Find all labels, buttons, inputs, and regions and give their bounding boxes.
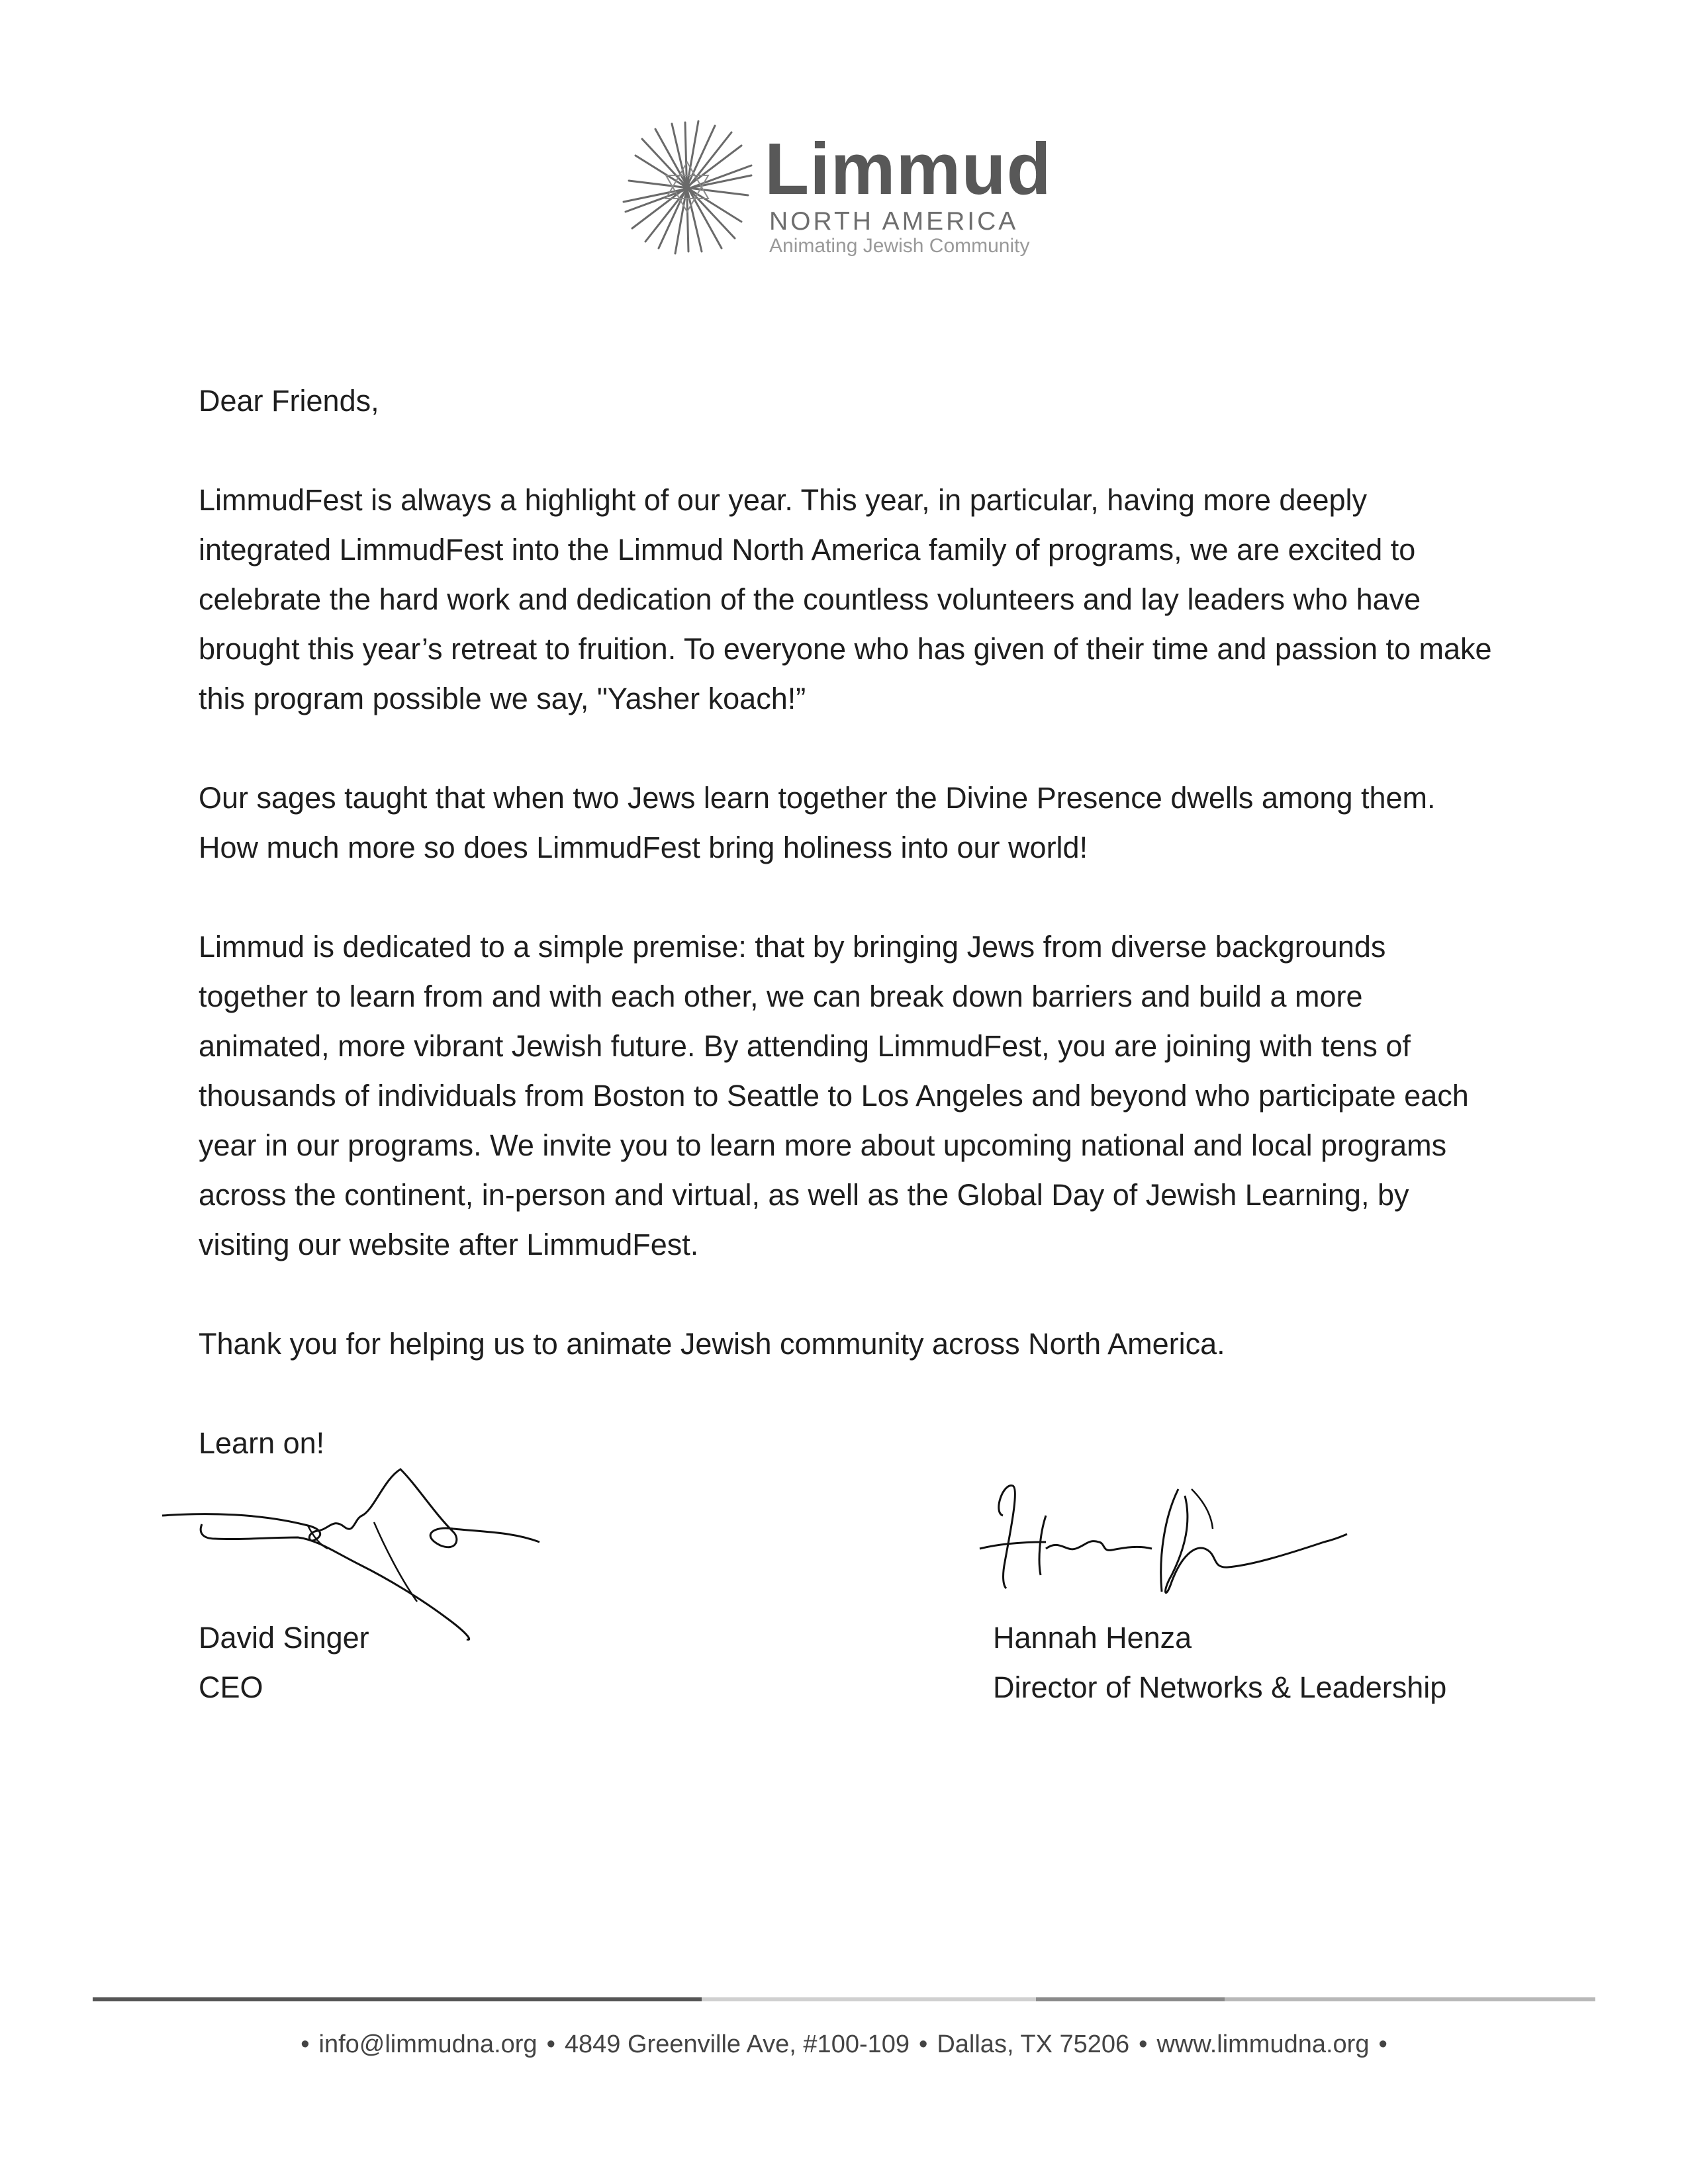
separator-dot: • [301,2030,310,2058]
separator-dot: • [546,2030,555,2058]
footer-address: 4849 Greenville Ave, #100-109 [564,2030,910,2058]
paragraph: Limmud is dedicated to a simple premise: that by bringing Jews from diverse backgrounds together to learn from and with each other, we can break down barriers and build a more animated, more vibrant Jewish future. By attending LimmudFest, you are joining with tens of thousands of individuals from Boston to Seattle to Los Angeles and beyond who participate each year in our programs. We invite you to learn more about upcoming national and local programs across the continent, in-person and virtual, as well as the Global Day of Jewish Learning, by visiting our website after LimmudFest. [199,930,1469,1261]
footer-contact [0,2030,1688,2059]
separator-dot: • [1139,2030,1148,2058]
signer-title: Director of Networks & Leadership [993,1670,1447,1704]
footer-divider [702,1997,1036,2001]
signer-hannah [993,1613,1446,1712]
footer-city: Dallas, TX 75206 [937,2030,1130,2058]
paragraph: Thank you for helping us to animate Jewish community across North America. [199,1327,1225,1361]
footer-divider [1036,1997,1225,2001]
footer-divider [1225,1997,1595,2001]
salutation: Dear Friends, [199,384,379,418]
paragraph: Our sages taught that when two Jews learn together the Divine Presence dwells among them. How much more so does LimmudFest bring holiness into our world! [199,781,1436,864]
logo-name: Limmud [765,128,1052,210]
letter-body [199,376,1496,1468]
logo-subtitle: NORTH AMERICA [769,207,1019,236]
footer-email[interactable]: info@limmudna.org [318,2030,538,2058]
separator-dot: • [919,2030,928,2058]
separator-dot: • [1378,2030,1387,2058]
signer-name: Hannah Henza [993,1621,1192,1655]
signature-hannah-henza [966,1476,1377,1621]
signer-name: David Singer [199,1621,369,1655]
limmud-logo [616,116,1052,265]
footer-website[interactable]: www.limmudna.org [1156,2030,1370,2058]
signer-title: CEO [199,1670,263,1704]
signer-david [199,1613,369,1712]
paragraph: LimmudFest is always a highlight of our year. This year, in particular, having more deeply integrated LimmudFest into the Limmud North America family of programs, we are excited to celebrate the hard work and dedication of the countless volunteers and lay leaders who have brought this year’s retreat to fruition. To everyone who has given of their time and passion to make this program possible we say, "Yasher koach!” [199,483,1492,715]
star-burst-logo-icon [616,116,758,258]
logo-tagline: Animating Jewish Community [769,235,1030,257]
footer-divider [93,1997,702,2001]
closing: Learn on! [199,1426,325,1460]
